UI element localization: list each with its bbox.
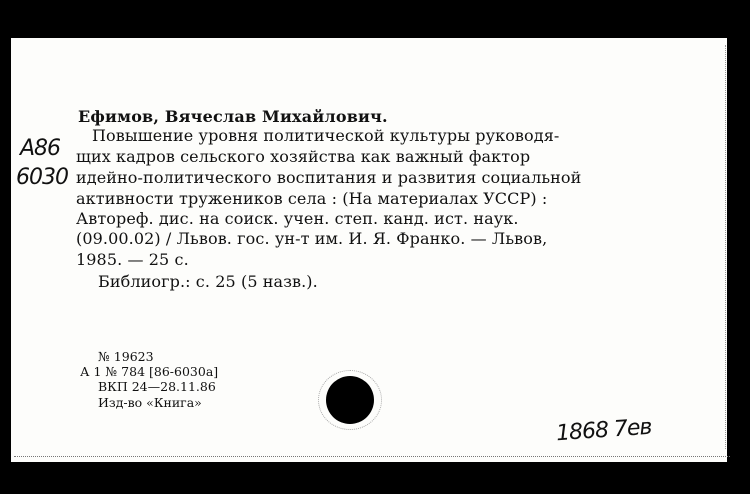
title-line-4: активности тружеников села : (На материалах УССР) :: [76, 189, 548, 208]
title-line-3: идейно-политического воспитания и развития социальной: [76, 168, 582, 187]
bibliography-note: Библиогр.: с. 25 (5 назв.).: [98, 272, 318, 291]
title-line-5: Автореф. дис. на соиск. учен. степ. канд. ист. наук.: [76, 209, 519, 228]
vkp-code: ВКП 24—28.11.86: [98, 379, 216, 394]
publisher: Изд-во «Книга»: [98, 395, 202, 410]
title-line-6: (09.00.02) / Львов. гос. ун-т им. И. Я. Франко. — Львов,: [76, 229, 548, 248]
author-heading: Ефимов, Вячеслав Михайлович.: [78, 107, 388, 126]
title-line-7: 1985. — 25 с.: [76, 250, 189, 269]
shelfmark-line-1: А86: [20, 136, 61, 161]
shelfmark-line-2: 6030: [16, 165, 68, 190]
title-line-1: Повышение уровня политической культуры руководя-: [92, 126, 560, 145]
order-number: А 1 № 784 [86-6030а]: [80, 364, 219, 379]
bottom-dotted-line: [14, 456, 730, 459]
punch-hole: [326, 376, 374, 424]
side-dotted-line: [725, 45, 728, 449]
card-number: № 19623: [98, 349, 154, 364]
title-line-2: щих кадров сельского хозяйства как важный фактор: [76, 147, 531, 166]
card-top-edge: [11, 35, 727, 38]
handwritten-number: 1868 7ев: [555, 414, 653, 447]
